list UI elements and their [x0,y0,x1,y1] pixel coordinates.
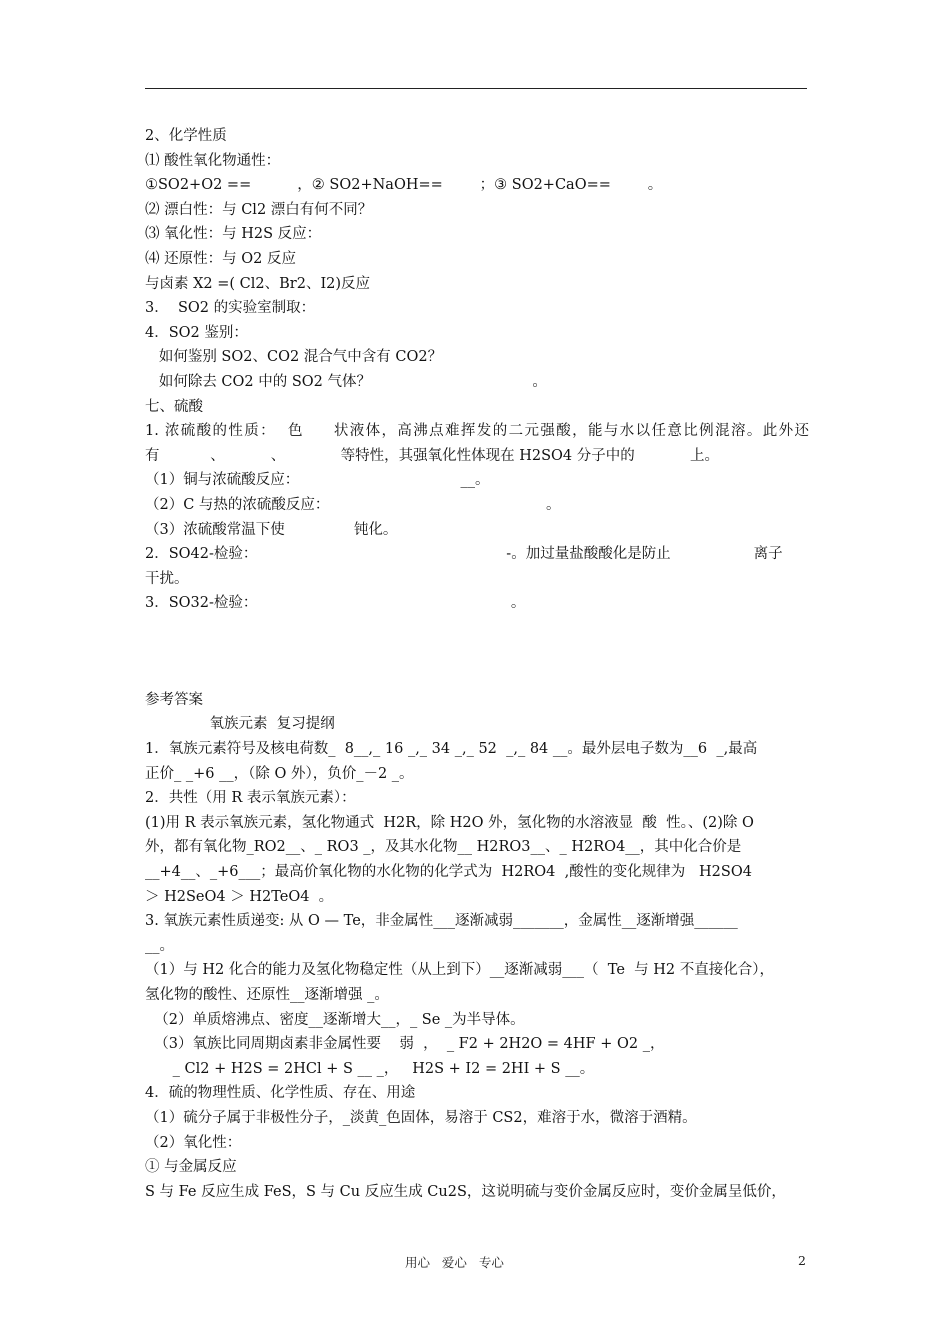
answer-line: 3. 氧族元素性质递变: 从 O — Te，非金属性___逐渐减弱_______，金属性__逐渐增强______ [145,913,738,930]
answers-heading: 参考答案 [145,691,203,708]
document-body [145,124,809,1204]
answer-line: ＞ H2SeO4 ＞ H2TeO4 。 [145,888,334,905]
text-line: 干扰。 [145,570,189,587]
text-line: （3）浓硫酸常温下使 钝化。 [145,521,398,538]
text-line: 如何鉴别 SO2、CO2 混合气中含有 CO2？ [145,349,443,366]
answer-line: 2．共性（用 R 表示氧族元素）： [145,790,356,807]
answer-line: 正价_ _+6 __，（除 O 外），负价_－2 _。 [145,765,414,782]
spacer [145,616,809,688]
text-line: 3．SO32-检验： 。 [145,595,526,612]
answer-line: _ Cl2 + H2S = 2HCl + S __ _， H2S + I2 = 2HI + S __。 [145,1060,595,1077]
header-rule [145,88,807,89]
answer-line: __+4__、_+6___；最高价氧化物的水化物的化学式为 H2RO4 ,酸性的变化规律为 H2SO4 [145,864,752,881]
text-line: 3． SO2 的实验室制取： [145,300,316,317]
answer-line: （1）与 H2 化合的能力及氢化物稳定性（从上到下）__逐渐减弱___（ Te 与 H2 不直接化合）， [145,962,774,979]
answer-line: 氢化物的酸性、还原性__逐渐增强 _。 [145,987,389,1003]
page-number: 2 [798,1253,806,1268]
answer-line: __。 [145,937,174,954]
text-line: （1）铜与浓硫酸反应： __。 [145,472,490,489]
text-line: 2．SO42-检验： -。加过量盐酸酸化是防止 离子 [145,546,783,563]
answer-line: （3）氧族比同周期卤素非金属性要 弱 ， _ F2 + 2H2O = 4HF + O2 _， [145,1036,665,1053]
answer-line: ① 与金属反应 [145,1159,237,1176]
text-line: ⑵ 漂白性：与 Cl2 漂白有何不同？ [145,201,373,218]
footer-motto: 用心 爱心 专心 [405,1255,504,1270]
answer-line: 4．硫的物理性质、化学性质、存在、用途 [145,1085,416,1102]
answers-subtitle: 氧族元素 复习提纲 [145,716,335,733]
text-line: 1. 浓硫酸的性质： 色 状液体，高沸点难挥发的二元强酸，能与水以任意比例混溶。此外还 [145,423,809,440]
answer-line: （1）硫分子属于非极性分子，_淡黄_色固体，易溶于 CS2，难溶于水，微溶于酒精。 [145,1109,697,1126]
text-line: 4．SO2 鉴别： [145,324,248,341]
text-line: 有 、 、 等特性，其强氧化性体现在 H2SO4 分子中的 上。 [145,447,720,464]
text-line: 与卤素 X2 =( Cl2、Br2、I2)反应 [145,275,371,292]
section-heading: 七、硫酸 [145,398,203,415]
text-line: ①SO2+O2 == ，② SO2+NaOH== ；③ SO2+CaO== 。 [145,177,663,194]
text-line: 如何除去 CO2 中的 SO2 气体？ 。 [145,373,547,390]
answer-line: （2）单质熔沸点、密度__逐渐增大__，_ Se _为半导体。 [145,1011,525,1028]
text-line: ⑶ 氧化性：与 H2S 反应： [145,226,322,243]
answer-line: (1)用 R 表示氧族元素，氢化物通式 H2R，除 H2O 外，氢化物的水溶液显 酸 性。、(2)除 O [145,814,754,831]
answer-line: 1．氧族元素符号及核电荷数_ 8__,_ 16 _,_ 34 _,_ 52 _,_ 84 __。最外层电子数为__6 _,最高 [145,741,758,758]
text-line: （2）C 与热的浓硫酸反应： 。 [145,496,561,513]
answer-line: （2）氧化性： [145,1134,242,1151]
answer-line: S 与 Fe 反应生成 FeS，S 与 Cu 反应生成 Cu2S，这说明硫与变价金属反应时，变价金属呈低价， [145,1183,786,1200]
text-line: 2、化学性质 [145,128,227,144]
answer-line: 外，都有氧化物_RO2__、_ RO3 _，及其水化物__ H2RO3__、_ H2RO4__，其中化合价是 [145,839,742,856]
text-line: ⑷ 还原性：与 O2 反应 [145,250,296,267]
text-line: ⑴ 酸性氧化物通性： [145,152,281,169]
